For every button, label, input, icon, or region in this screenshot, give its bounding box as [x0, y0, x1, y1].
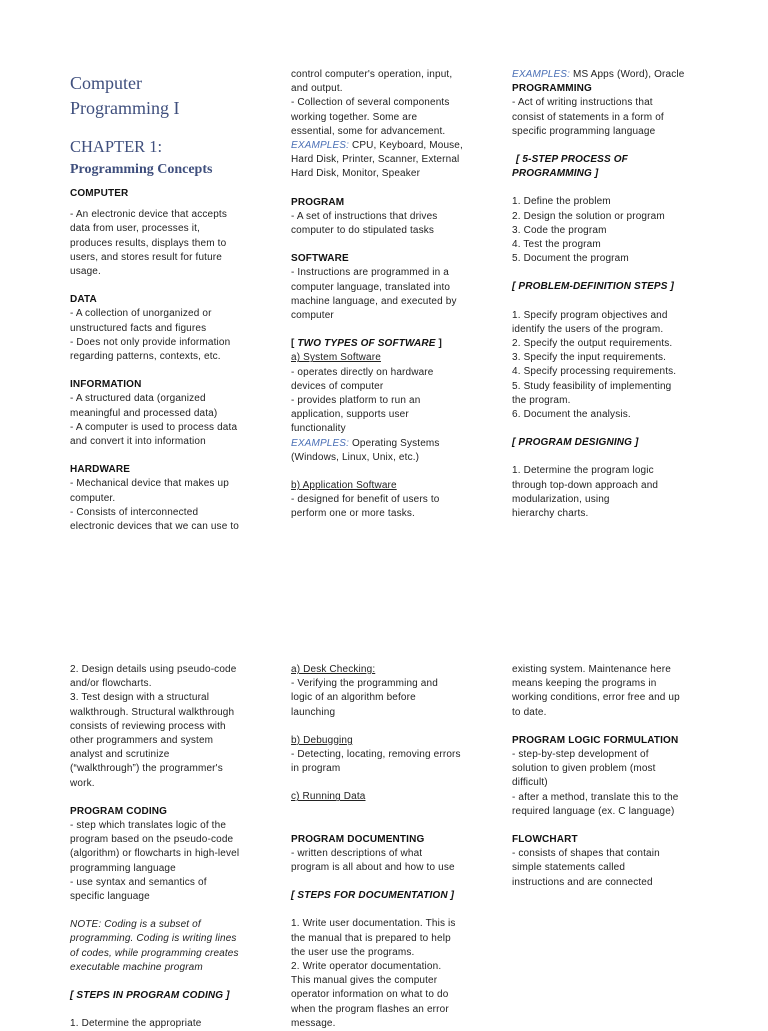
text-line: - Consists of interconnected: [70, 506, 199, 518]
examples-label: EXAMPLES:: [291, 437, 350, 449]
text-line: essential, some for advancement.: [291, 125, 446, 137]
text-line: and output.: [291, 83, 343, 95]
steps-in-coding-heading: [ STEPS IN PROGRAM CODING ]: [70, 990, 230, 1002]
problem-definition-list: [512, 309, 702, 423]
paragraph-system-software: [291, 366, 481, 437]
text-line: and convert it into information: [70, 436, 206, 448]
text-line: identify the users of the program.: [512, 323, 664, 335]
column-1-bottom: [70, 663, 260, 1031]
text-line: 4. Specify processing requirements.: [512, 366, 677, 378]
text-line: 5. Study feasibility of implementing: [512, 380, 672, 392]
paragraph-maintenance: [512, 663, 702, 720]
problem-definition-heading: [ PROBLEM-DEFINITION STEPS ]: [512, 281, 674, 293]
examples-text: CPU, Keyboard, Mouse,: [349, 140, 463, 152]
column-2-top: [291, 68, 481, 522]
text-line: analyst and scrutinize: [70, 749, 170, 761]
paragraph-information: [70, 392, 260, 449]
text-line: 2. Write operator documentation.: [291, 961, 442, 973]
text-line: operator information on what to do: [291, 989, 449, 1001]
section-heading-hardware: HARDWARE: [70, 464, 131, 476]
text-line: of codes, while programming creates: [70, 947, 239, 959]
section-heading-programming: PROGRAMMING: [512, 83, 592, 95]
text-line: program based on the pseudo-code: [70, 834, 234, 846]
paragraph-software: [291, 266, 481, 323]
text-line: - provides platform to run an: [291, 395, 421, 407]
text-line: 2. Design details using pseudo-code: [70, 664, 237, 675]
text-line: NOTE: Coding is a subset of: [70, 919, 201, 931]
text-line: in program: [291, 763, 341, 775]
text-line: executable machine program: [70, 961, 203, 973]
text-line: 2. Design the solution or program: [512, 210, 665, 222]
text-line: - A collection of unorganized or: [70, 308, 212, 320]
steps-for-documentation-heading: [ STEPS FOR DOCUMENTATION ]: [291, 890, 455, 902]
text-line: to date.: [512, 706, 547, 718]
text-line: 2. Specify the output requirements.: [512, 338, 673, 350]
section-heading-computer: COMPUTER: [70, 188, 129, 199]
text-line: 1. Determine the program logic: [512, 465, 654, 477]
text-line: existing system. Maintenance here: [512, 664, 671, 675]
text-line: difficult): [512, 777, 548, 789]
text-line: - use syntax and semantics of: [70, 876, 207, 888]
text-line: - An electronic device that accepts: [70, 209, 227, 221]
section-heading-program-documenting: PROGRAM DOCUMENTING: [291, 833, 425, 845]
text-line: (algorithm) or flowcharts in high-level: [70, 848, 240, 860]
text-line: specific language: [70, 891, 150, 903]
paragraph-hardware: [70, 477, 260, 534]
paragraph-program: [291, 210, 481, 238]
text-line: - Collection of several components: [291, 97, 450, 109]
paragraph-debugging: [291, 748, 481, 776]
text-line: walkthrough. Structural walkthrough: [70, 706, 235, 718]
hardware-examples: [291, 139, 481, 153]
text-line: application, supports user: [291, 409, 409, 421]
text-line: computer: [291, 310, 334, 322]
column-1-top: [70, 68, 260, 534]
five-step-heading: [ 5-STEP PROCESS OF: [516, 154, 628, 166]
text-line: required language (ex. C language): [512, 805, 675, 817]
text-line: usage.: [70, 266, 101, 278]
text-line: the manual that is prepared to help: [291, 932, 451, 944]
paragraph-programming: [512, 96, 702, 139]
text-line: computer language, translated into: [291, 281, 451, 293]
text-line: 1. Write user documentation. This is: [291, 918, 456, 930]
text-line: 6. Document the analysis.: [512, 409, 631, 421]
bracket-open: [: [291, 338, 298, 350]
text-line: simple statements called: [512, 862, 626, 874]
text-line: working together. Some are: [291, 111, 418, 123]
desk-checking-subheading: a) Desk Checking:: [291, 664, 376, 675]
paragraph-design-steps: [70, 663, 260, 791]
examples-text: Operating Systems: [349, 437, 440, 449]
text-line: 1. Specify program objectives and: [512, 309, 668, 321]
text-line: This manual gives the computer: [291, 975, 438, 987]
text-line: program is all about and how to use: [291, 862, 455, 874]
text-line: when the program flashes an error: [291, 1003, 449, 1015]
text-line: specific programming language: [512, 125, 656, 137]
section-heading-flowchart: FLOWCHART: [512, 834, 578, 846]
examples-text: Hard Disk, Monitor, Speaker: [291, 168, 421, 180]
text-line: consist of statements in a form of: [512, 111, 664, 123]
text-line: consists of reviewing process with: [70, 720, 226, 732]
five-step-list: [512, 195, 702, 266]
text-line: - operates directly on hardware: [291, 366, 434, 378]
text-line: 3. Code the program: [512, 224, 607, 236]
paragraph-program-coding: [70, 819, 260, 904]
paragraph-data: [70, 307, 260, 364]
text-line: the program.: [512, 394, 571, 406]
steps-for-documentation-list: [291, 917, 481, 1031]
two-types-heading: TWO TYPES OF SOFTWARE: [297, 338, 436, 350]
text-line: 5. Document the program: [512, 253, 629, 265]
text-line: - A set of instructions that drives: [291, 210, 438, 222]
text-line: perform one or more tasks.: [291, 508, 415, 520]
text-line: - step which translates logic of the: [70, 820, 227, 832]
text-line: hierarchy charts.: [512, 508, 589, 520]
section-heading-program-coding: PROGRAM CODING: [70, 805, 168, 817]
text-line: message.: [291, 1017, 336, 1029]
paragraph-desk-checking: [291, 677, 481, 720]
text-line: - step-by-step development of: [512, 749, 649, 761]
examples-label: EXAMPLES:: [512, 69, 571, 80]
text-line: electronic devices that we can use to: [70, 521, 239, 533]
text-line: - Act of writing instructions that: [512, 97, 653, 109]
text-line: - Does not only provide information: [70, 336, 231, 348]
text-line: - A computer is used to process data: [70, 421, 238, 433]
examples-text: Hard Disk, Printer, Scanner, External: [291, 154, 460, 166]
text-line: computer.: [70, 492, 116, 504]
text-line: control computer's operation, input,: [291, 69, 453, 80]
text-line: programming language: [70, 862, 176, 874]
text-line: solution to given problem (most: [512, 763, 656, 775]
chapter-heading: CHAPTER 1:: [70, 137, 163, 156]
steps-in-coding-first: 1. Determine the appropriate: [70, 1018, 202, 1030]
document-title: [70, 71, 260, 121]
text-line: 3. Test design with a structural: [70, 692, 210, 704]
coding-note: [70, 918, 260, 975]
system-software-subheading: a) System Software: [291, 352, 381, 364]
text-line: launching: [291, 706, 336, 718]
text-line: 4. Test the program: [512, 239, 601, 251]
bracket-close: ]: [435, 338, 442, 350]
text-line: data from user, processes it,: [70, 223, 200, 235]
text-line: - Verifying the programming and: [291, 678, 438, 690]
text-line: 3. Specify the input requirements.: [512, 352, 667, 364]
column-3-bottom: [512, 663, 702, 890]
title-line: Programming I: [70, 98, 180, 118]
text-line: - Mechanical device that makes up: [70, 478, 229, 490]
text-line: the user use the programs.: [291, 946, 415, 958]
title-line: Computer: [70, 73, 142, 93]
five-step-heading: PROGRAMMING ]: [512, 168, 599, 180]
bracket-heading-two-types: [291, 337, 481, 351]
debugging-subheading: b) Debugging: [291, 734, 353, 746]
text-line: functionality: [291, 423, 346, 435]
paragraph-hardware-continued: [291, 68, 481, 139]
paragraph-program-documenting: [291, 847, 481, 875]
column-3-top: [512, 68, 702, 521]
text-line: - Instructions are programmed in a: [291, 267, 449, 279]
text-line: 1. Define the problem: [512, 196, 611, 208]
application-examples: [512, 68, 702, 82]
text-line: - A structured data (organized: [70, 393, 206, 405]
examples-label: EXAMPLES:: [291, 140, 350, 152]
text-line: regarding patterns, contexts, etc.: [70, 351, 221, 363]
text-line: - written descriptions of what: [291, 847, 423, 859]
text-line: unstructured facts and figures: [70, 322, 207, 334]
text-line: other programmers and system: [70, 735, 214, 747]
section-heading-software: SOFTWARE: [291, 253, 349, 265]
section-heading-program: PROGRAM: [291, 196, 345, 208]
running-data-subheading: c) Running Data: [291, 791, 366, 803]
paragraph-computer: [70, 208, 260, 279]
application-software-subheading: b) Application Software: [291, 480, 397, 492]
text-line: through top-down approach and: [512, 479, 659, 491]
text-line: meaningful and processed data): [70, 407, 218, 419]
text-line: instructions and are connected: [512, 876, 653, 888]
text-line: - designed for benefit of users to: [291, 494, 440, 506]
text-line: - Detecting, locating, removing errors: [291, 749, 461, 761]
examples-text: (Windows, Linux, Unix, etc.): [291, 451, 420, 463]
section-heading-logic-formulation: PROGRAM LOGIC FORMULATION: [512, 734, 679, 746]
section-heading-data: DATA: [70, 294, 97, 306]
chapter-subtitle: Programming Concepts: [70, 162, 213, 177]
text-line: - after a method, translate this to the: [512, 791, 679, 803]
text-line: computer to do stipulated tasks: [291, 225, 435, 237]
text-line: modularization, using: [512, 493, 610, 505]
text-line: and/or flowcharts.: [70, 678, 152, 690]
paragraph-flowchart: [512, 847, 702, 890]
column-2-bottom: [291, 663, 481, 1031]
program-designing-list: [512, 464, 702, 521]
examples-text: MS Apps (Word), Oracle: [570, 69, 685, 80]
text-line: (“walkthrough”) the programmer's: [70, 763, 223, 775]
text-line: users, and stores result for future: [70, 251, 222, 263]
text-line: working conditions, error free and up: [512, 692, 680, 704]
paragraph-application-software: [291, 493, 481, 521]
text-line: means keeping the programs in: [512, 678, 657, 690]
section-heading-information: INFORMATION: [70, 379, 142, 391]
text-line: devices of computer: [291, 380, 384, 392]
os-examples: [291, 437, 481, 451]
text-line: machine language, and executed by: [291, 295, 457, 307]
text-line: logic of an algorithm before: [291, 692, 416, 704]
text-line: work.: [70, 777, 95, 789]
paragraph-logic-formulation: [512, 748, 702, 819]
text-line: programming. Coding is writing lines: [70, 933, 237, 945]
program-designing-heading: [ PROGRAM DESIGNING ]: [512, 437, 639, 449]
text-line: produces results, displays them to: [70, 237, 227, 249]
text-line: - consists of shapes that contain: [512, 848, 660, 860]
